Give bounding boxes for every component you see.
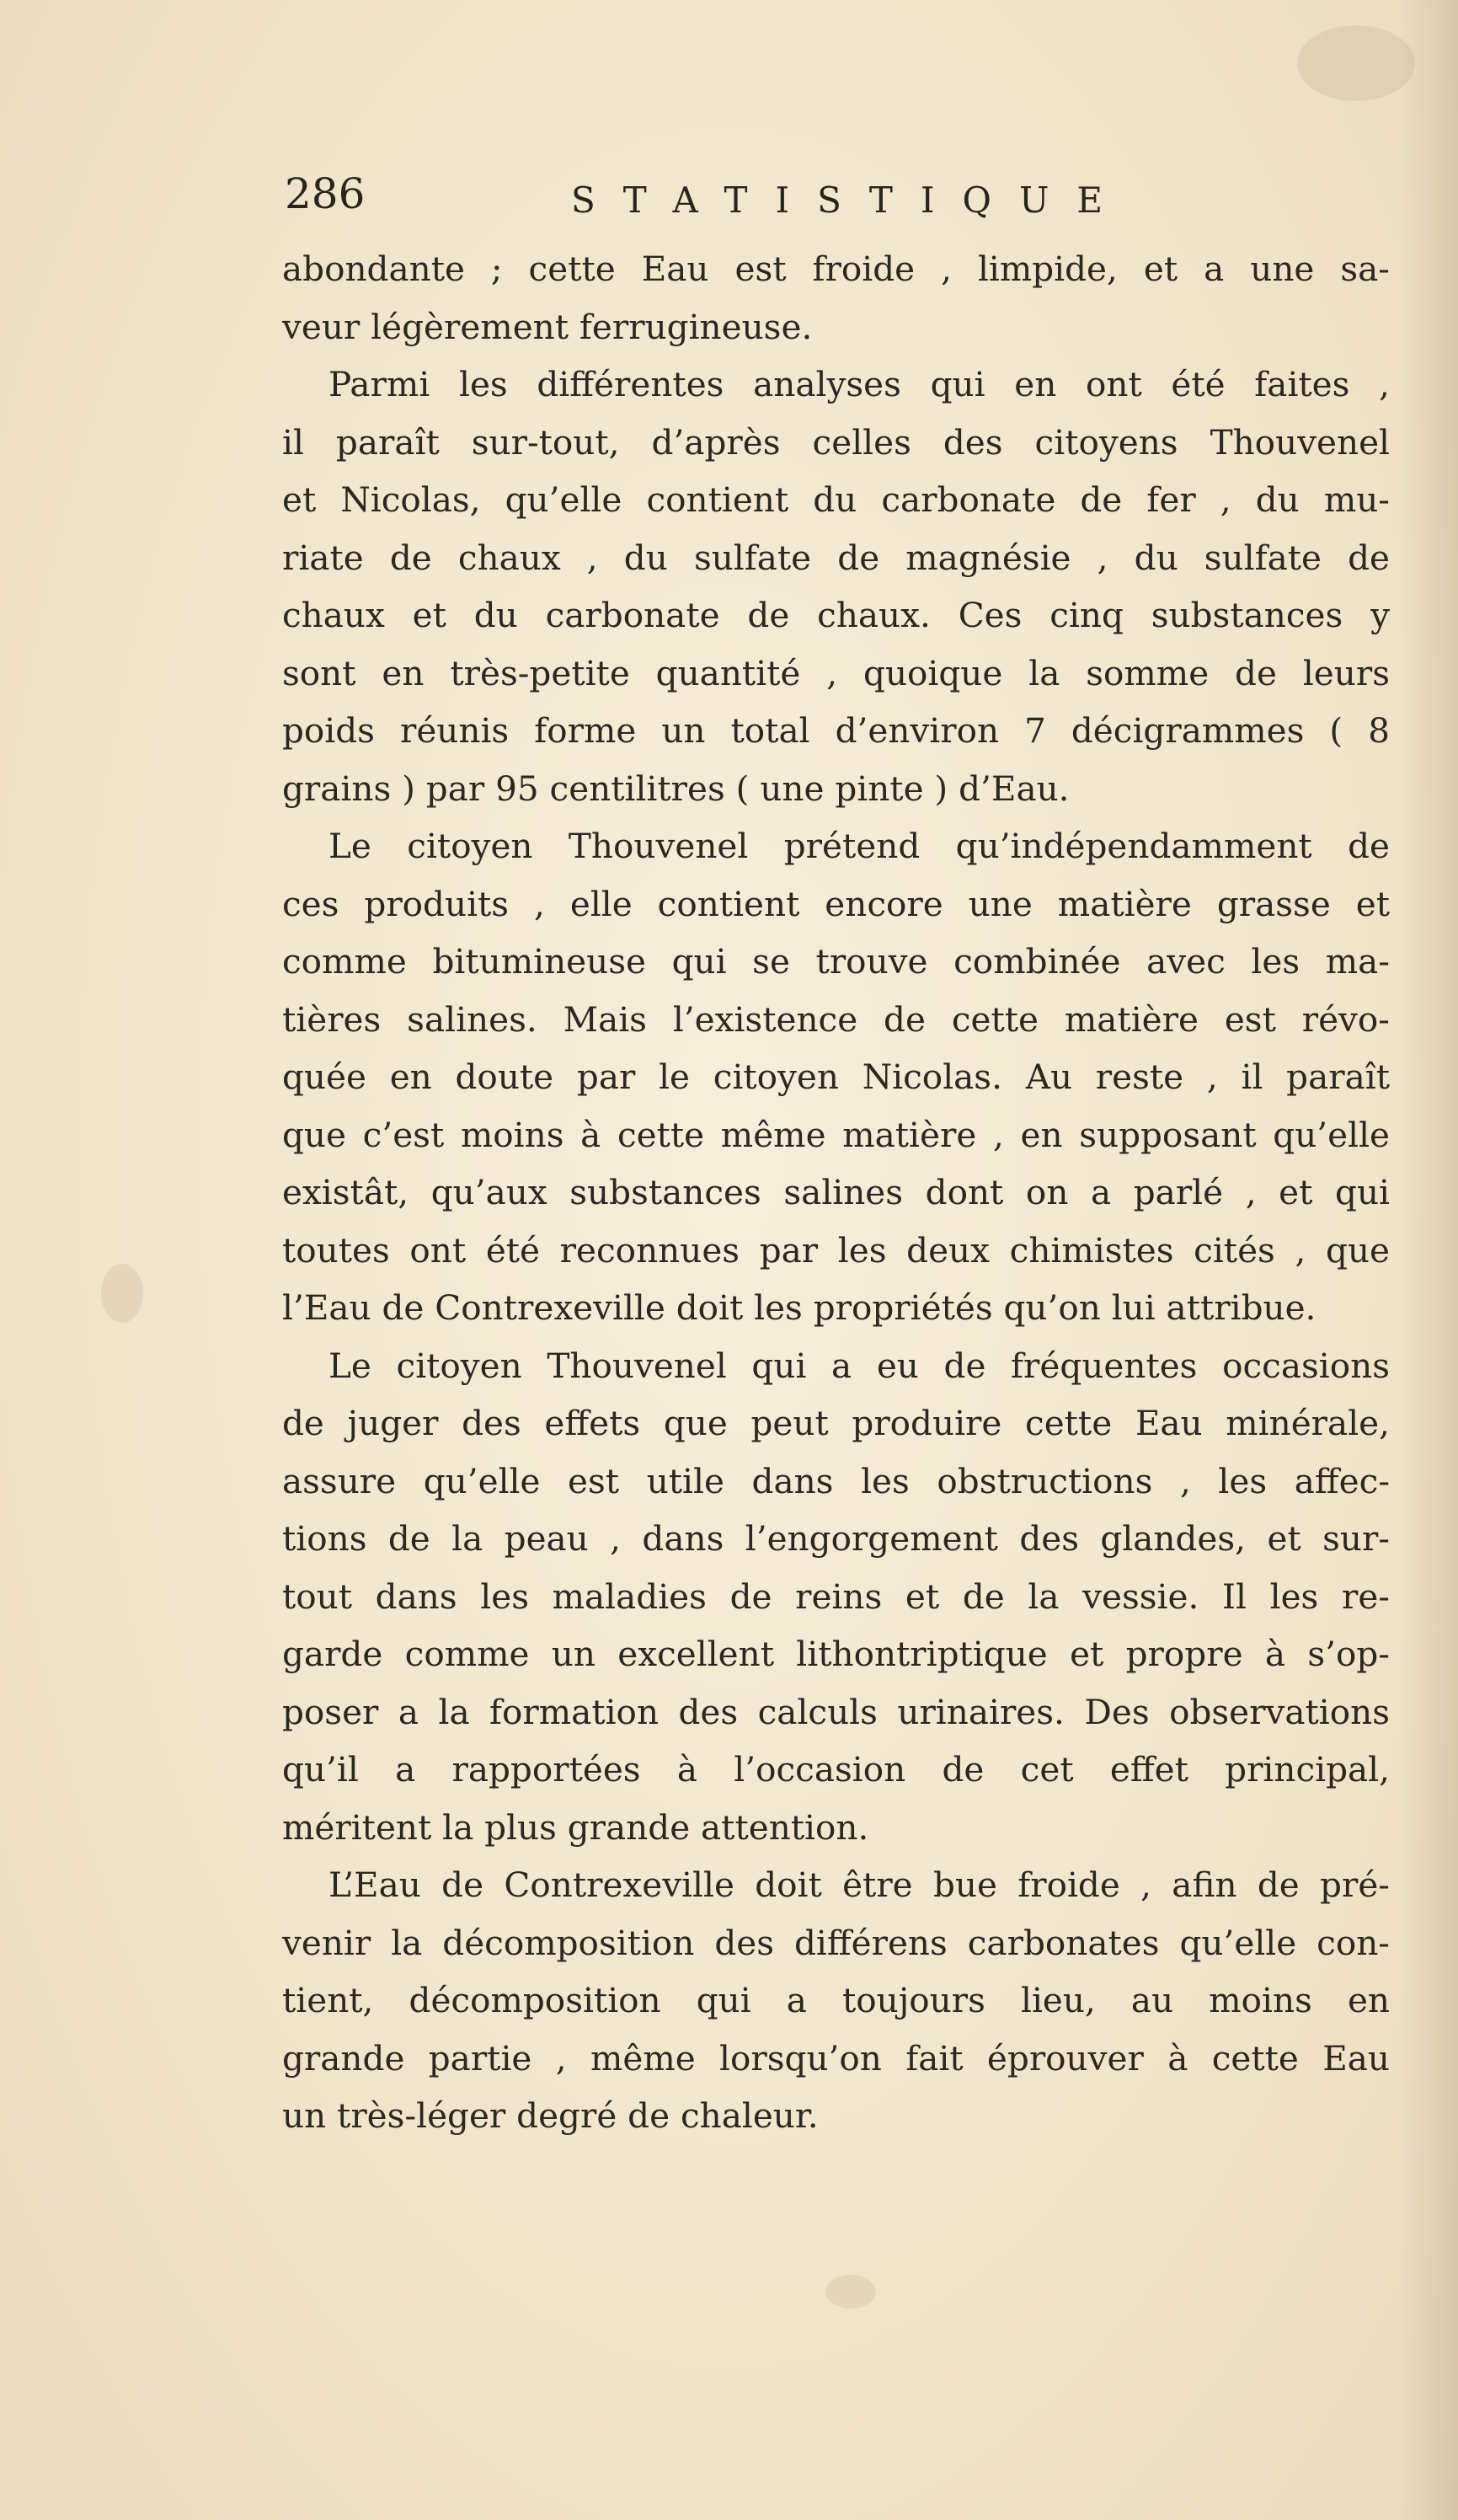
text-line: veur légèrement ferrugineuse. (282, 306, 813, 347)
text-line: grande partie , même lorsqu’on fait éprouver à cette Eau (282, 2037, 1390, 2079)
text-line: Le citoyen Thouvenel prétend qu’indépendamment de (328, 826, 1390, 866)
text-line: tions de la peau , dans l’engorgement des glandes, et sur- (282, 1518, 1390, 1559)
text-line: sont en très-petite quantité , quoique la somme de leurs (282, 652, 1390, 693)
running-title: STATISTIQUE (571, 179, 1130, 221)
body-text (282, 240, 1390, 2145)
foxing-spot (825, 2275, 876, 2309)
text-line: qu’il a rapportées à l’occasion de cet effet principal, (282, 1749, 1390, 1790)
text-line: un très-léger degré de chaleur. (282, 2095, 819, 2136)
text-line: comme bitumineuse qui se trouve combinée avec les ma- (282, 941, 1390, 982)
text-line: méritent la plus grande attention. (282, 1806, 869, 1848)
text-line: toutes ont été reconnues par les deux chimistes cités , que (282, 1229, 1390, 1271)
text-line: poids réunis forme un total d’environ 7 décigrammes ( 8 (282, 710, 1390, 751)
text-line: grains ) par 95 centilitres ( une pinte ) d’Eau. (282, 768, 1070, 809)
text-line: L’Eau de Contrexeville doit être bue froide , afin de pré- (328, 1865, 1390, 1905)
text-line: tient, décomposition qui a toujours lieu, au moins en (282, 1980, 1390, 2020)
text-line: poser a la formation des calculs urinaires. Des observations (282, 1691, 1390, 1732)
text-line: chaux et du carbonate de chaux. Ces cinq substances y (282, 595, 1390, 635)
text-line: il paraît sur-tout, d’après celles des citoyens Thouvenel (282, 421, 1390, 463)
text-line: tières salines. Mais l’existence de cette matière est révo- (282, 998, 1390, 1040)
page-edge-shadow (1399, 0, 1458, 2520)
text-line: riate de chaux , du sulfate de magnésie , du sulfate de (282, 537, 1390, 578)
text-line: et Nicolas, qu’elle contient du carbonate de fer , du mu- (282, 479, 1390, 520)
text-line: ces produits , elle contient encore une matière grasse et (282, 883, 1390, 924)
page-number: 286 (285, 169, 366, 218)
text-line: de juger des effets que peut produire cette Eau minérale, (282, 1403, 1390, 1443)
text-line: garde comme un excellent lithontriptique et propre à s’op- (282, 1634, 1390, 1674)
text-line: existât, qu’aux substances salines dont on a parlé , et qui (282, 1172, 1390, 1212)
text-line: l’Eau de Contrexeville doit les propriétés qu’on lui attribue. (282, 1287, 1316, 1328)
page-header (285, 169, 1130, 227)
text-line: venir la décomposition des différens carbonates qu’elle con- (282, 1922, 1390, 1963)
text-line: tout dans les maladies de reins et de la vessie. Il les re- (282, 1576, 1390, 1617)
foxing-spot (101, 1264, 143, 1323)
text-line: assure qu’elle est utile dans les obstructions , les affec- (282, 1460, 1390, 1501)
text-line: que c’est moins à cette même matière , en supposant qu’elle (282, 1114, 1390, 1155)
text-line: quée en doute par le citoyen Nicolas. Au reste , il paraît (282, 1057, 1390, 1097)
text-line: Parmi les différentes analyses qui en ont été faites , (328, 364, 1390, 404)
text-line: Le citoyen Thouvenel qui a eu de fréquentes occasions (328, 1345, 1390, 1386)
foxing-spot (1297, 25, 1415, 101)
text-line: abondante ; cette Eau est froide , limpide, et a une sa- (282, 249, 1390, 289)
